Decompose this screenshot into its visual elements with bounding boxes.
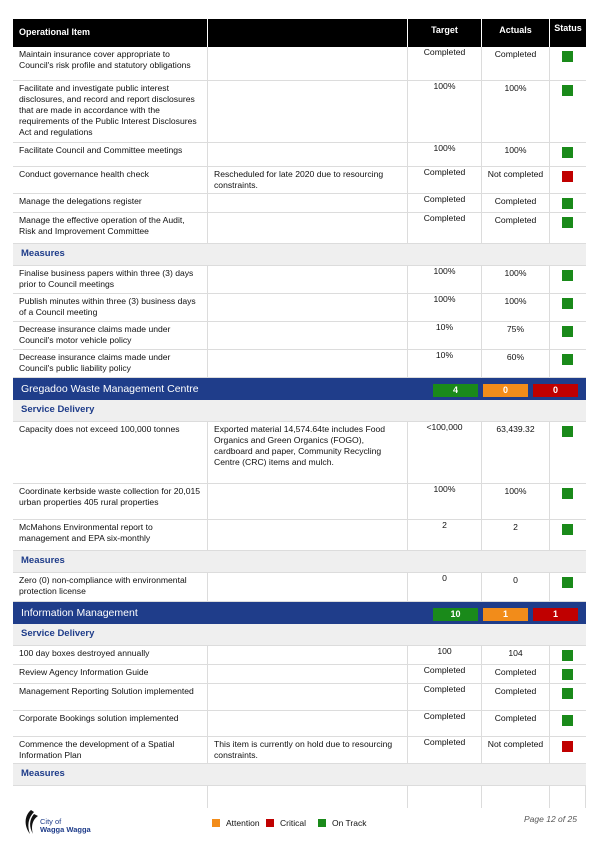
comment-cell: [208, 143, 408, 166]
item-cell: Conduct governance health check: [13, 167, 208, 193]
item-cell: Review Agency Information Guide: [13, 665, 208, 683]
subsection-heading: Measures: [13, 551, 586, 573]
comment-cell: [208, 573, 408, 601]
comment-cell: [208, 484, 408, 519]
status-indicator-icon: [562, 51, 573, 62]
item-cell: McMahons Environmental report to management and EPA six-monthly: [13, 520, 208, 550]
target-cell: Completed: [408, 47, 482, 80]
comment-cell: [208, 47, 408, 80]
status-indicator-icon: [562, 217, 573, 228]
comment-cell: [208, 665, 408, 683]
section-band: [13, 378, 586, 400]
item-cell: Zero (0) non-compliance with environmental protection license: [13, 573, 208, 601]
status-cell: [550, 573, 586, 601]
status-cell: [550, 422, 586, 483]
actual-cell: Completed: [482, 47, 550, 80]
comment-cell: [208, 646, 408, 664]
target-cell: 2: [408, 520, 482, 550]
actual-cell: Completed: [482, 711, 550, 736]
actual-cell: Completed: [482, 213, 550, 243]
on-track-count: 4: [433, 384, 478, 397]
status-cell: [550, 194, 586, 212]
table-row: [13, 520, 586, 551]
status-indicator-icon: [562, 688, 573, 699]
item-cell: Publish minutes within three (3) business days of a Council meeting: [13, 294, 208, 321]
actual-cell: 104: [482, 646, 550, 664]
status-indicator-icon: [562, 198, 573, 209]
on-track-swatch-icon: [318, 819, 326, 827]
status-indicator-icon: [562, 298, 573, 309]
legend-critical: [266, 818, 306, 828]
status-cell: [550, 167, 586, 193]
table-row: [13, 646, 586, 665]
target-cell: Completed: [408, 213, 482, 243]
actual-cell: 100%: [482, 294, 550, 321]
target-cell: Completed: [408, 167, 482, 193]
actual-cell: 100%: [482, 143, 550, 166]
critical-count: 0: [533, 384, 578, 397]
comment-cell: This item is currently on hold due to resourcing constraints.: [208, 737, 408, 763]
comment-cell: [208, 81, 408, 142]
status-cell: [550, 737, 586, 763]
item-cell: Facilitate Council and Committee meetings: [13, 143, 208, 166]
actual-cell: 2: [482, 520, 550, 550]
item-cell: Decrease insurance claims made under Council's motor vehicle policy: [13, 322, 208, 349]
item-cell: 100 day boxes destroyed annually: [13, 646, 208, 664]
attention-count: 1: [483, 608, 528, 621]
page-number: Page 12 of 25: [524, 814, 577, 824]
table-row: [13, 294, 586, 322]
target-cell: 100%: [408, 294, 482, 321]
target-cell: 10%: [408, 322, 482, 349]
section-band: [13, 602, 586, 624]
status-cell: [550, 711, 586, 736]
target-cell: 10%: [408, 350, 482, 377]
status-indicator-icon: [562, 326, 573, 337]
status-indicator-icon: [562, 577, 573, 588]
status-indicator-icon: [562, 147, 573, 158]
subsection-heading: Measures: [13, 244, 586, 266]
comment-cell: [208, 294, 408, 321]
status-cell: [550, 47, 586, 80]
status-indicator-icon: [562, 488, 573, 499]
comment-cell: [208, 350, 408, 377]
item-cell: Corporate Bookings solution implemented: [13, 711, 208, 736]
subsection-heading: Service Delivery: [13, 400, 586, 422]
status-cell: [550, 520, 586, 550]
table-row: [13, 194, 586, 213]
table-row: [13, 350, 586, 378]
table-row: [13, 81, 586, 143]
status-cell: [550, 266, 586, 293]
actual-cell: 60%: [482, 350, 550, 377]
comment-cell: [208, 266, 408, 293]
status-indicator-icon: [562, 715, 573, 726]
actual-cell: 100%: [482, 266, 550, 293]
item-cell: Commence the development of a Spatial Information Plan: [13, 737, 208, 763]
status-cell: [550, 322, 586, 349]
status-indicator-icon: [562, 524, 573, 535]
legend-on-track: [318, 818, 366, 828]
status-cell: [550, 684, 586, 710]
logo-line2: Wagga Wagga: [40, 825, 91, 834]
actual-cell: 63,439.32: [482, 422, 550, 483]
comment-cell: [208, 520, 408, 550]
item-cell: Manage the delegations register: [13, 194, 208, 212]
actual-cell: Completed: [482, 684, 550, 710]
status-cell: [550, 213, 586, 243]
legend-critical-label: Critical: [280, 818, 306, 828]
comment-cell: [208, 711, 408, 736]
header-comment: [208, 19, 408, 47]
target-cell: 0: [408, 573, 482, 601]
item-cell: Management Reporting Solution implemented: [13, 684, 208, 710]
table-row: [13, 711, 586, 737]
comment-cell: Exported material 14,574.64te includes Food Organics and Green Organics (FOGO), cardboard and paper, Community Recycling Centre (CRC) items and mulch.: [208, 422, 408, 483]
header-status: Status: [554, 23, 582, 33]
status-indicator-icon: [562, 354, 573, 365]
logo-line1: City of: [40, 817, 62, 826]
logo-text: [40, 818, 100, 834]
section-title: Gregadoo Waste Management Centre: [21, 383, 199, 395]
actual-cell: 0: [482, 573, 550, 601]
table-row: [13, 143, 586, 167]
status-cell: [550, 665, 586, 683]
table-body: [13, 47, 586, 808]
target-cell: Completed: [408, 665, 482, 683]
attention-swatch-icon: [212, 819, 220, 827]
table-row: [13, 213, 586, 244]
status-cell: [550, 143, 586, 166]
table-row: [13, 484, 586, 520]
header-actuals: Actuals: [482, 19, 550, 47]
critical-count: 1: [533, 608, 578, 621]
kpi-table: [13, 19, 586, 808]
actual-cell: 100%: [482, 484, 550, 519]
item-cell: Maintain insurance cover appropriate to Council's risk profile and statutory obligations: [13, 47, 208, 80]
comment-cell: [208, 322, 408, 349]
header-target: Target: [408, 19, 482, 47]
status-indicator-icon: [562, 741, 573, 752]
target-cell: 100%: [408, 484, 482, 519]
table-row: [13, 684, 586, 711]
item-cell: Facilitate and investigate public interest disclosures, and record and report disclosures that are made in accordance with the requirements of the Public Interest Disclosures Act and regulations: [13, 81, 208, 142]
status-cell: [550, 350, 586, 377]
critical-swatch-icon: [266, 819, 274, 827]
item-cell: Capacity does not exceed 100,000 tonnes: [13, 422, 208, 483]
status-indicator-icon: [562, 669, 573, 680]
council-logo: [22, 808, 91, 841]
table-row: [13, 266, 586, 294]
status-cell: [550, 294, 586, 321]
table-header: [13, 19, 586, 47]
subsection-heading: Service Delivery: [13, 624, 586, 646]
item-cell: Coordinate kerbside waste collection for 20,015 urban properties 405 rural properties: [13, 484, 208, 519]
table-row: [13, 322, 586, 350]
comment-cell: [208, 213, 408, 243]
actual-cell: Not completed: [482, 167, 550, 193]
page-footer: [0, 800, 599, 847]
status-indicator-icon: [562, 171, 573, 182]
legend-on-track-label: On Track: [332, 818, 367, 828]
section-title: Information Management: [21, 607, 138, 619]
attention-count: 0: [483, 384, 528, 397]
item-cell: Decrease insurance claims made under Council's public liability policy: [13, 350, 208, 377]
legend-attention-label: Attention: [226, 818, 260, 828]
actual-cell: Completed: [482, 194, 550, 212]
target-cell: 100: [408, 646, 482, 664]
status-indicator-icon: [562, 426, 573, 437]
target-cell: Completed: [408, 711, 482, 736]
table-row: [13, 167, 586, 194]
table-row: [13, 573, 586, 602]
subsection-heading: Measures: [13, 764, 586, 786]
actual-cell: 75%: [482, 322, 550, 349]
target-cell: Completed: [408, 737, 482, 763]
target-cell: Completed: [408, 194, 482, 212]
actual-cell: Completed: [482, 665, 550, 683]
status-cell: [550, 81, 586, 142]
status-indicator-icon: [562, 85, 573, 96]
target-cell: 100%: [408, 266, 482, 293]
legend-attention: [212, 818, 260, 828]
target-cell: 100%: [408, 81, 482, 142]
header-operational-item: Operational Item: [13, 19, 208, 47]
status-indicator-icon: [562, 270, 573, 281]
actual-cell: Not completed: [482, 737, 550, 763]
target-cell: <100,000: [408, 422, 482, 483]
status-cell: [550, 484, 586, 519]
comment-cell: Rescheduled for late 2020 due to resourcing constraints.: [208, 167, 408, 193]
item-cell: Finalise business papers within three (3) days prior to Council meetings: [13, 266, 208, 293]
item-cell: Manage the effective operation of the Audit, Risk and Improvement Committee: [13, 213, 208, 243]
table-row: [13, 47, 586, 81]
target-cell: Completed: [408, 684, 482, 710]
table-row: [13, 737, 586, 764]
actual-cell: 100%: [482, 81, 550, 142]
table-row: [13, 422, 586, 484]
target-cell: 100%: [408, 143, 482, 166]
table-row: [13, 665, 586, 684]
status-indicator-icon: [562, 650, 573, 661]
comment-cell: [208, 194, 408, 212]
comment-cell: [208, 684, 408, 710]
status-cell: [550, 646, 586, 664]
on-track-count: 10: [433, 608, 478, 621]
logo-swirl-icon: [22, 808, 40, 836]
